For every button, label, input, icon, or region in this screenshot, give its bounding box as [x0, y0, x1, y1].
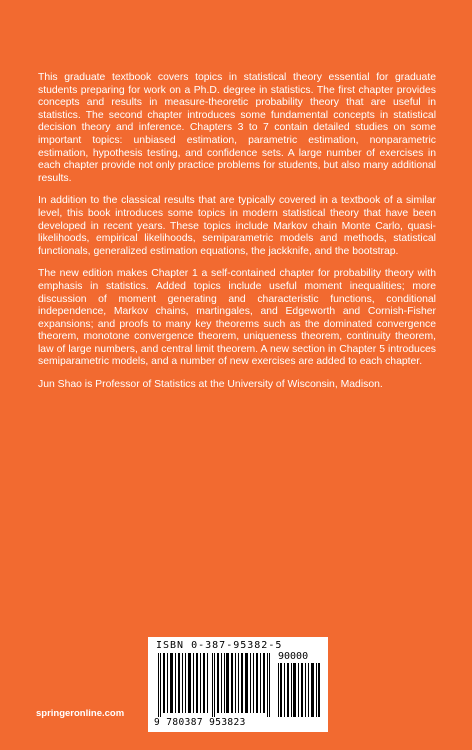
price-addon-label: 90000 — [278, 651, 309, 662]
ean-number: 9 780387 953823 — [154, 717, 246, 728]
blurb-paragraph-1: This graduate textbook covers topics in statistical theory essential for graduate students preparing for work on a Ph.D. degree in statistics. The first chapter provides concepts and results in measure-theoretic probability theory that are useful in statistics. The second chapter introduces some fundamental concepts in statistical decision theory and inference. Chapters 3 to 7 contain detailed studies on some important topics: unbiased estimation, parametric estimation, nonparametric estimation, hypothesis testing, and confidence sets. A large number of exercises in each chapter provide not only practice problems for students, but also many additional results. — [38, 72, 436, 184]
ean-barcode-bars — [158, 653, 270, 717]
barcode — [148, 637, 328, 732]
publisher-website[interactable]: springeronline.com — [36, 708, 125, 719]
back-cover-blurb — [38, 72, 436, 402]
addon-barcode-bars — [278, 663, 320, 717]
isbn-label: ISBN 0-387-95382-5 — [156, 640, 283, 651]
blurb-paragraph-3: The new edition makes Chapter 1 a self-contained chapter for probability theory with emphasis in statistics. Added topics include useful moment inequalities; more discussion of moment generating and characteristic functions, conditional independence, Markov chains, martingales, and Edgeworth and Cornish-Fisher expansions; and proofs to many key theorems such as the dominated convergence theorem, monotone convergence theorem, uniqueness theorem, continuity theorem, law of large numbers, and central limit theorem. A new section in Chapter 5 introduces semiparametric models, and a number of new exercises are added to each chapter. — [38, 268, 436, 368]
blurb-paragraph-2: In addition to the classical results that are typically covered in a textbook of a similar level, this book introduces some topics in modern statistical theory that have been developed in recent years. These topics include Markov chain Monte Carlo, quasi-likelihoods, empirical likelihoods, semiparametric models and methods, statistical functionals, generalized estimation equations, the jackknife, and the bootstrap. — [38, 195, 436, 257]
author-bio: Jun Shao is Professor of Statistics at the University of Wisconsin, Madison. — [38, 379, 383, 391]
